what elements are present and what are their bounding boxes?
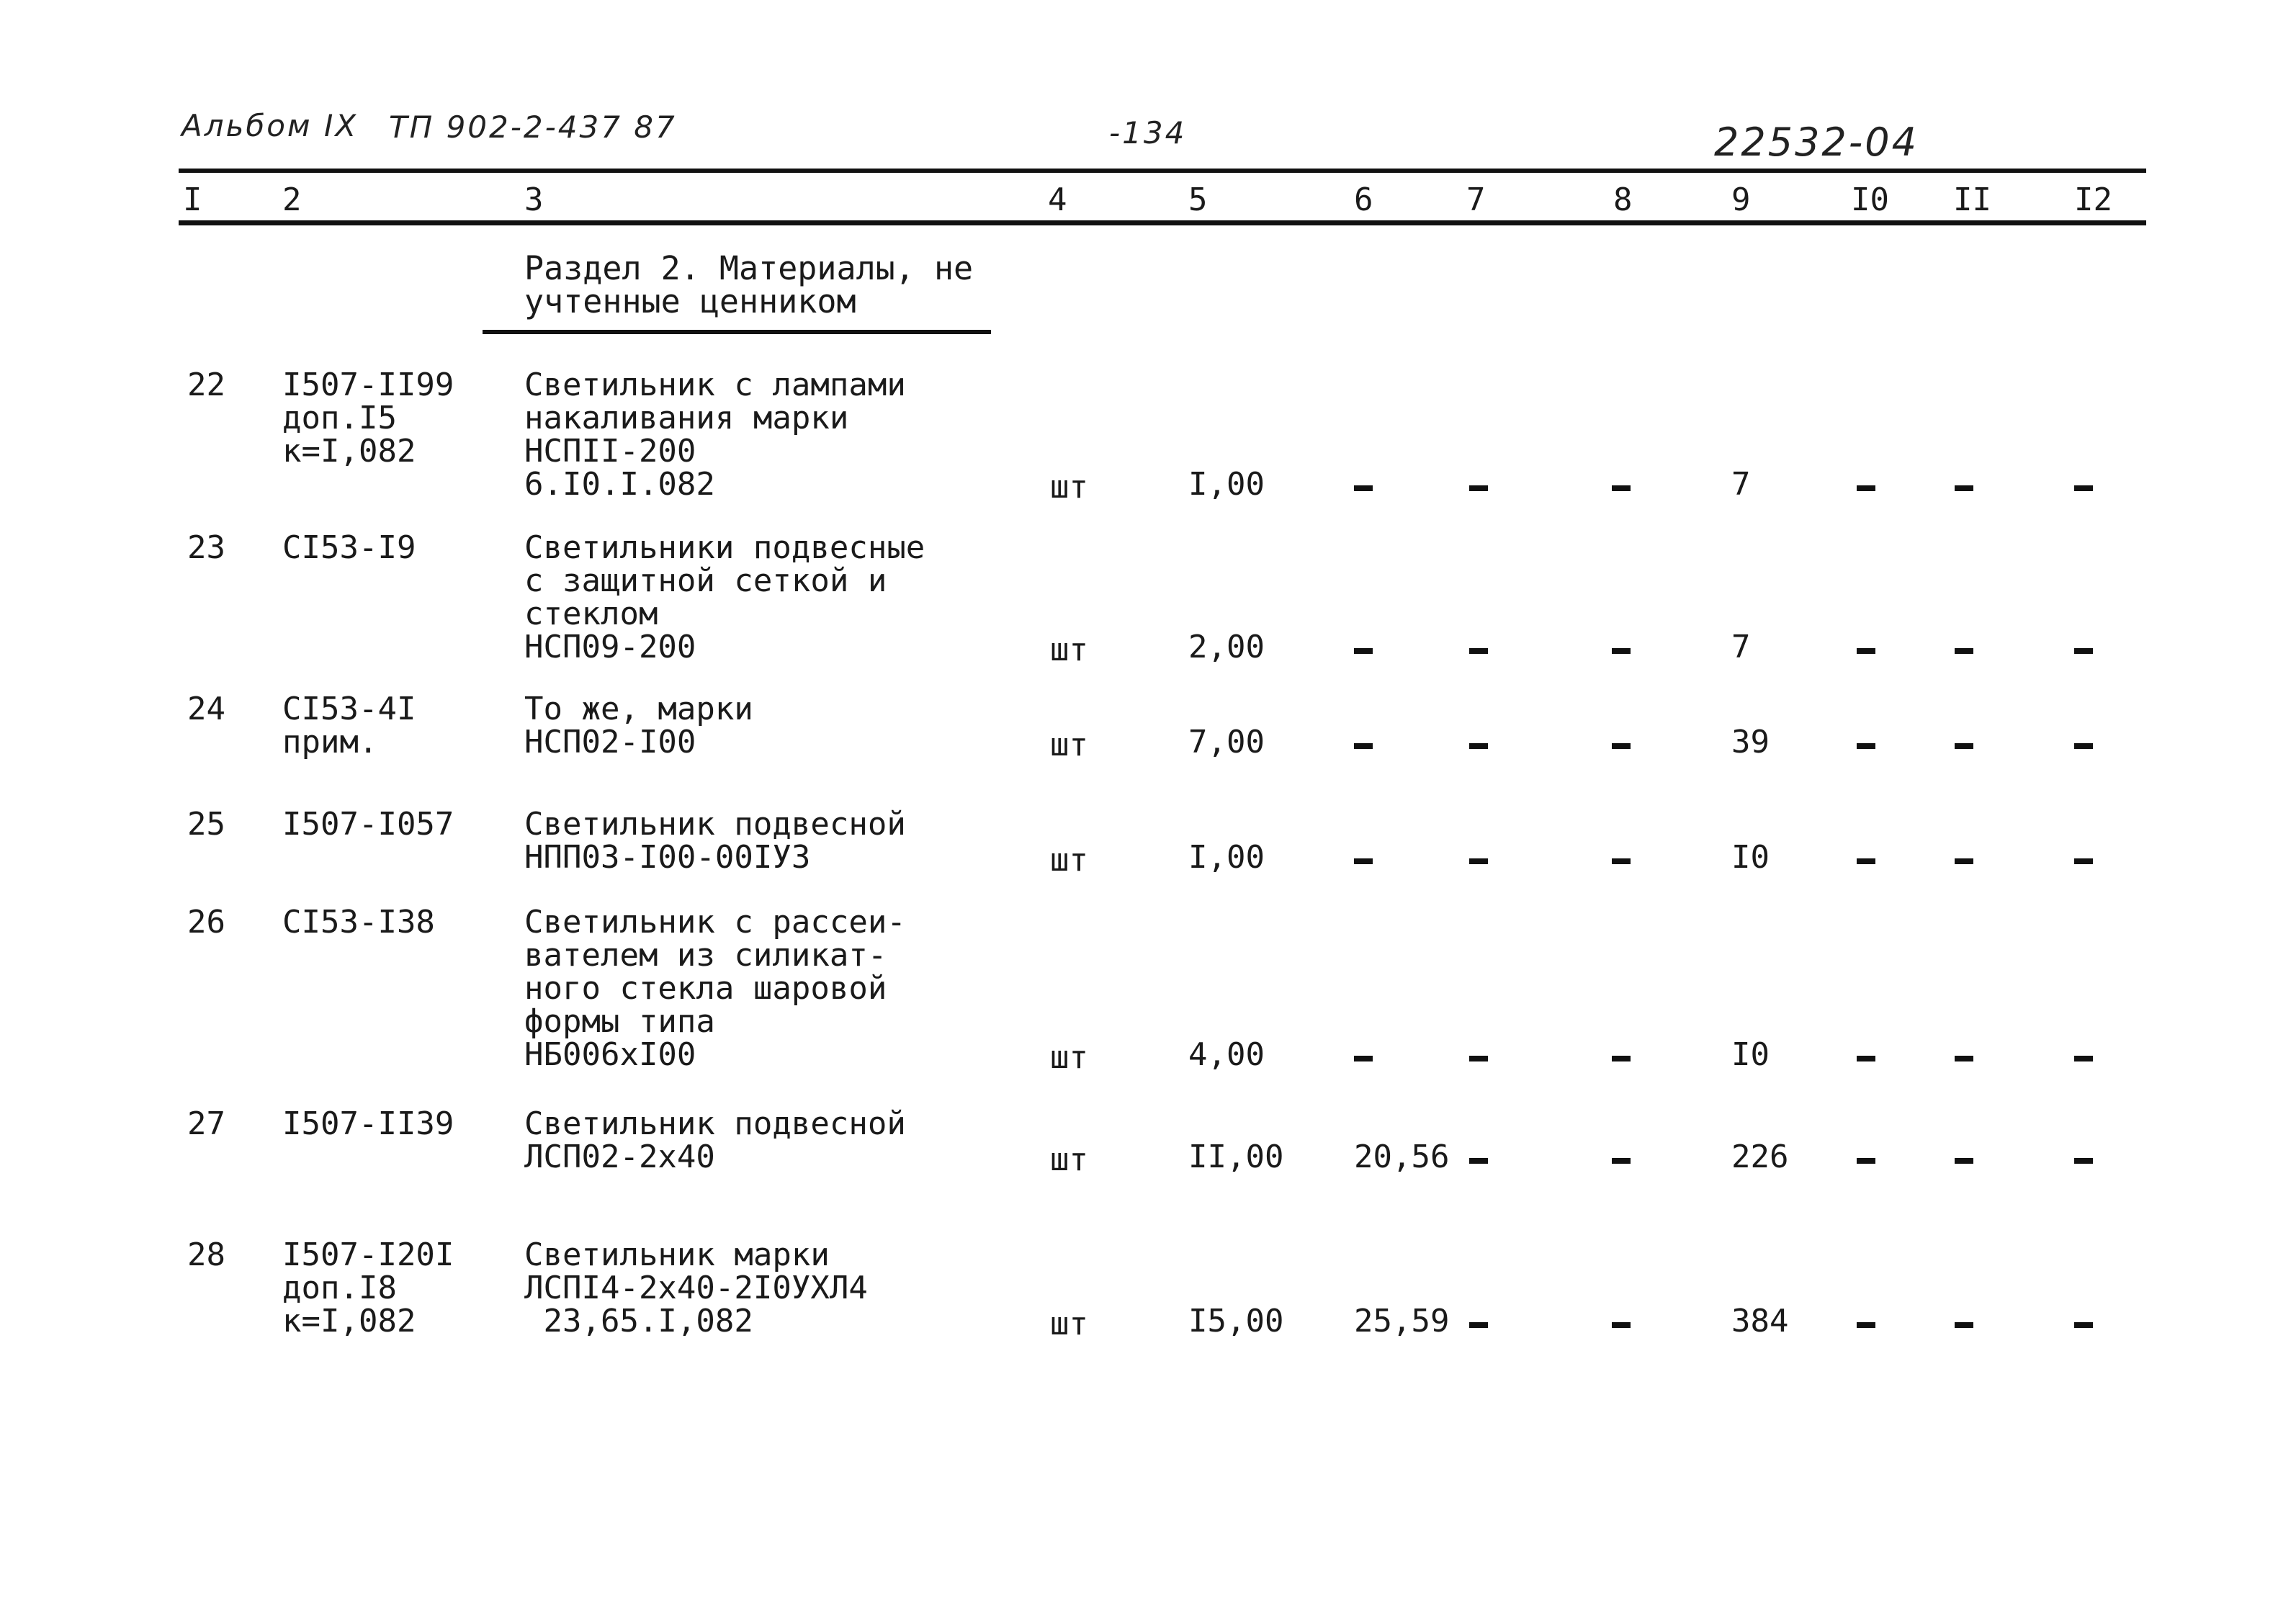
quantity: I,00 bbox=[1188, 839, 1265, 876]
document-code: 22532-04 bbox=[1714, 120, 1919, 165]
unit: шт bbox=[1050, 1039, 1088, 1076]
dash-c6 bbox=[1354, 1056, 1373, 1061]
total-value: 226 bbox=[1731, 1139, 1789, 1175]
album-label: Альбом IX bbox=[181, 108, 359, 143]
column-number-12: I2 bbox=[2074, 181, 2112, 218]
dash-c10 bbox=[1857, 485, 1875, 491]
unit: шт bbox=[1050, 727, 1088, 763]
dash-c12 bbox=[2074, 485, 2093, 491]
dash-c10 bbox=[1857, 1056, 1875, 1061]
unit: шт bbox=[1050, 469, 1088, 506]
row-number: 28 bbox=[187, 1236, 225, 1273]
price-code: I507-I057 bbox=[282, 806, 454, 843]
quantity: II,00 bbox=[1188, 1139, 1284, 1175]
dash-c7 bbox=[1469, 1158, 1488, 1164]
dash-c8 bbox=[1612, 743, 1631, 749]
header-bottom-rule bbox=[179, 220, 2146, 225]
column-number-5: 5 bbox=[1188, 181, 1208, 218]
column-number-2: 2 bbox=[282, 181, 302, 218]
value-c6: 20,56 bbox=[1354, 1139, 1450, 1175]
price-code: CI53-4I прим. bbox=[282, 691, 416, 760]
column-number-8: 8 bbox=[1613, 181, 1633, 218]
column-number-10: I0 bbox=[1851, 181, 1889, 218]
column-number-3: 3 bbox=[524, 181, 544, 218]
dash-c8 bbox=[1612, 1158, 1631, 1164]
unit: шт bbox=[1050, 842, 1088, 879]
price-code: I507-I20I доп.I8 к=I,082 bbox=[282, 1236, 454, 1339]
dash-c11 bbox=[1955, 485, 1973, 491]
dash-c8 bbox=[1612, 1322, 1631, 1328]
price-code: CI53-I9 bbox=[282, 529, 416, 566]
column-number-11: II bbox=[1953, 181, 1991, 218]
dash-c8 bbox=[1612, 485, 1631, 491]
dash-c11 bbox=[1955, 858, 1973, 864]
dash-c11 bbox=[1955, 743, 1973, 749]
dash-c6 bbox=[1354, 648, 1373, 654]
dash-c12 bbox=[2074, 743, 2093, 749]
item-description: Светильник подвесной НПП03-I00-00IУЗ bbox=[524, 806, 906, 876]
dash-c12 bbox=[2074, 648, 2093, 654]
price-code: I507-II99 доп.I5 к=I,082 bbox=[282, 367, 454, 470]
item-description: Светильник подвесной ЛСП02-2х40 bbox=[524, 1105, 906, 1175]
dash-c10 bbox=[1857, 858, 1875, 864]
dash-c10 bbox=[1857, 1322, 1875, 1328]
page-number: -134 bbox=[1109, 115, 1187, 151]
dash-c6 bbox=[1354, 485, 1373, 491]
dash-c7 bbox=[1469, 1056, 1488, 1061]
section-title-underline bbox=[483, 330, 991, 334]
column-number-6: 6 bbox=[1354, 181, 1373, 218]
row-number: 22 bbox=[187, 367, 225, 403]
dash-c11 bbox=[1955, 1322, 1973, 1328]
row-number: 25 bbox=[187, 806, 225, 843]
dash-c12 bbox=[2074, 1056, 2093, 1061]
dash-c11 bbox=[1955, 648, 1973, 654]
column-number-1: I bbox=[183, 181, 202, 218]
column-number-4: 4 bbox=[1048, 181, 1067, 218]
quantity: 7,00 bbox=[1188, 724, 1265, 760]
item-description: То же, марки НСП02-I00 bbox=[524, 691, 753, 760]
price-code: I507-II39 bbox=[282, 1105, 454, 1142]
dash-c8 bbox=[1612, 1056, 1631, 1061]
item-description: Светильник с лампами накаливания марки НСПII-200 6.I0.I.082 bbox=[524, 367, 906, 503]
dash-c10 bbox=[1857, 743, 1875, 749]
total-value: I0 bbox=[1731, 1036, 1770, 1073]
section-title: Раздел 2. Материалы, не учтенные ценником bbox=[524, 249, 974, 320]
dash-c6 bbox=[1354, 858, 1373, 864]
dash-c6 bbox=[1354, 743, 1373, 749]
quantity: I5,00 bbox=[1188, 1303, 1284, 1339]
dash-c11 bbox=[1955, 1158, 1973, 1164]
dash-c10 bbox=[1857, 1158, 1875, 1164]
project-code: ТП 902-2-437 87 bbox=[389, 109, 677, 145]
total-value: 384 bbox=[1731, 1303, 1789, 1339]
quantity: 4,00 bbox=[1188, 1036, 1265, 1073]
item-description: Светильник марки ЛСПI4-2х40-2I0УХЛ4 23,65.I,082 bbox=[524, 1236, 868, 1339]
dash-c8 bbox=[1612, 858, 1631, 864]
column-number-7: 7 bbox=[1466, 181, 1486, 218]
unit: шт bbox=[1050, 1141, 1088, 1178]
dash-c10 bbox=[1857, 648, 1875, 654]
dash-c7 bbox=[1469, 743, 1488, 749]
column-number-9: 9 bbox=[1731, 181, 1751, 218]
row-number: 26 bbox=[187, 904, 225, 941]
dash-c8 bbox=[1612, 648, 1631, 654]
row-number: 27 bbox=[187, 1105, 225, 1142]
item-description: Светильник с рассеи- вателем из силикат- ного стекла шаровой формы типа НБ006хI00 bbox=[524, 904, 906, 1073]
quantity: 2,00 bbox=[1188, 629, 1265, 665]
quantity: I,00 bbox=[1188, 466, 1265, 503]
value-c6: 25,59 bbox=[1354, 1303, 1450, 1339]
unit: шт bbox=[1050, 1306, 1088, 1342]
dash-c11 bbox=[1955, 1056, 1973, 1061]
dash-c7 bbox=[1469, 858, 1488, 864]
total-value: 7 bbox=[1731, 629, 1751, 665]
total-value: 39 bbox=[1731, 724, 1770, 760]
dash-c12 bbox=[2074, 1158, 2093, 1164]
header-top-rule bbox=[179, 169, 2146, 173]
total-value: I0 bbox=[1731, 839, 1770, 876]
dash-c12 bbox=[2074, 858, 2093, 864]
dash-c7 bbox=[1469, 1322, 1488, 1328]
row-number: 23 bbox=[187, 529, 225, 566]
dash-c12 bbox=[2074, 1322, 2093, 1328]
dash-c7 bbox=[1469, 485, 1488, 491]
item-description: Светильники подвесные с защитной сеткой и стеклом НСП09-200 bbox=[524, 529, 925, 665]
dash-c7 bbox=[1469, 648, 1488, 654]
row-number: 24 bbox=[187, 691, 225, 727]
price-code: CI53-I38 bbox=[282, 904, 435, 941]
total-value: 7 bbox=[1731, 466, 1751, 503]
unit: шт bbox=[1050, 632, 1088, 668]
